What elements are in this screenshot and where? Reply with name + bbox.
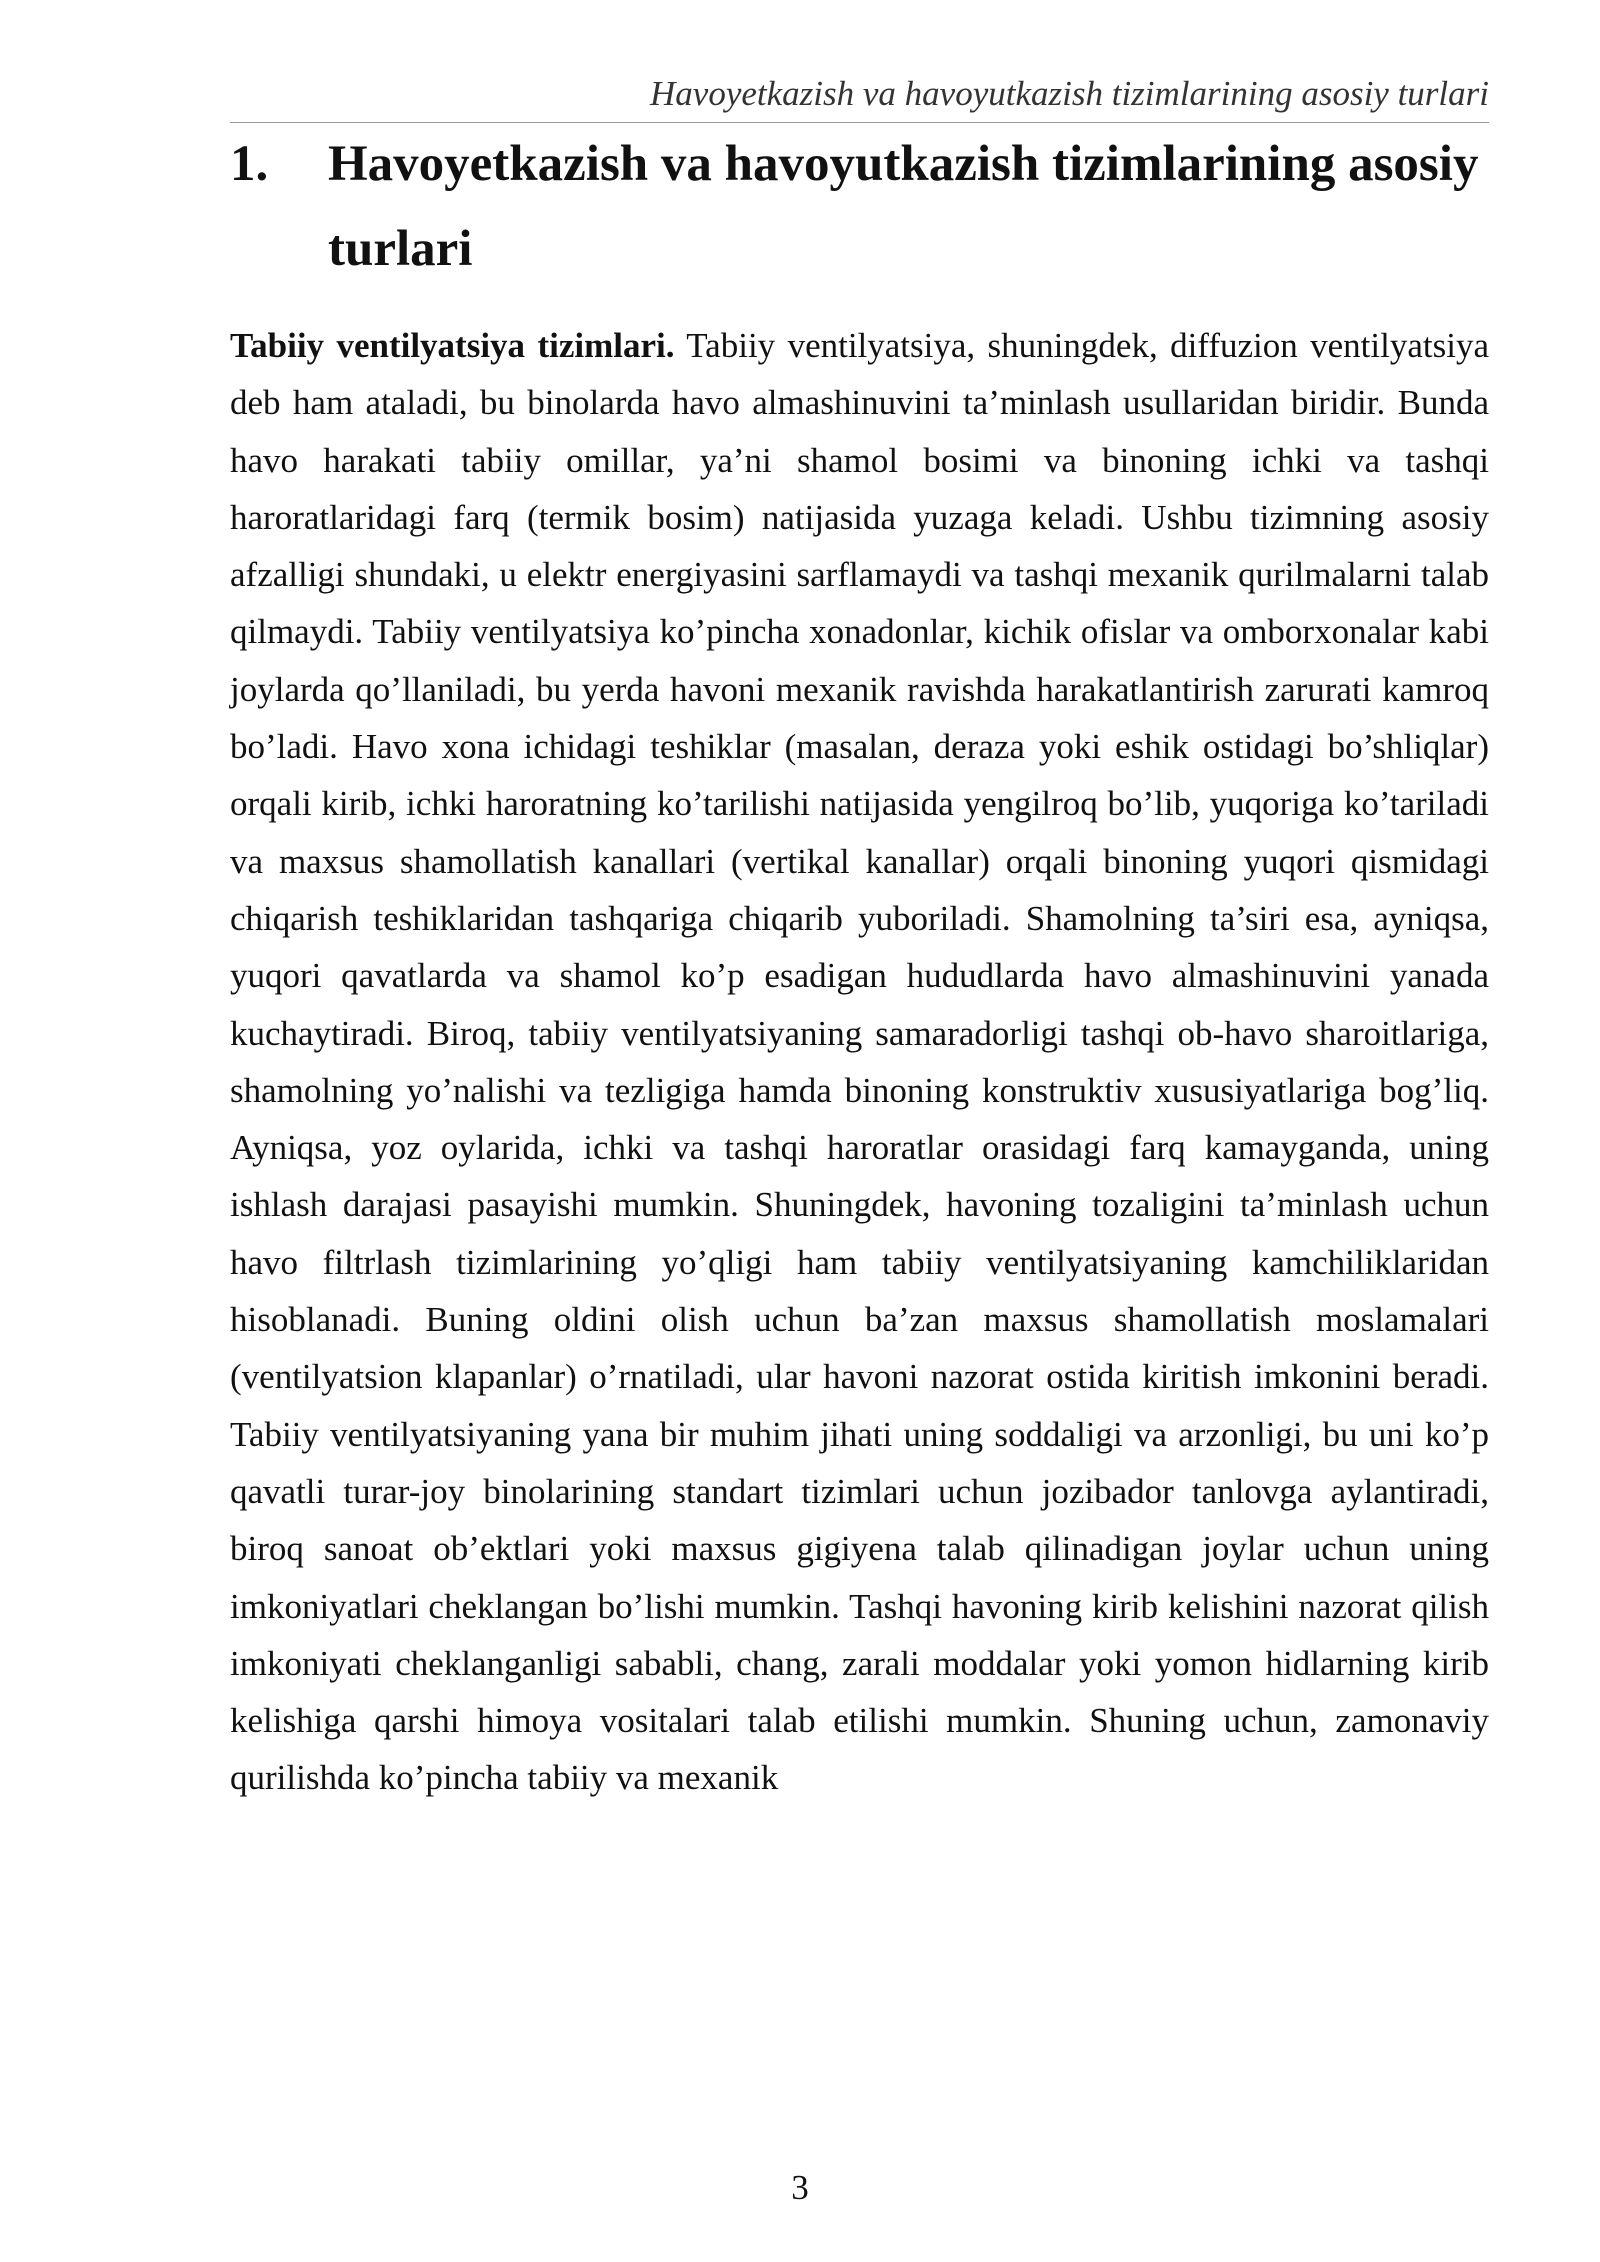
body-paragraph <box>230 317 1489 1807</box>
section-heading <box>230 122 1489 292</box>
running-header: Havoyetkazish va havoyutkazish tizimlarining asosiy turlari <box>650 74 1489 113</box>
section-title: Havoyetkazish va havoyutkazish tizimlarining asosiy turlari <box>328 136 1479 277</box>
page-number: 3 <box>791 2168 809 2207</box>
section-number: 1. <box>230 136 269 192</box>
paragraph-lead: Tabiiy ventilyatsiya tizimlari. <box>230 326 675 365</box>
paragraph-text: Tabiiy ventilyatsiya, shuningdek, diffuzion ventilyatsiya deb ham ataladi, bu binolarda havo almashinuvini ta’minlash usullaridan biridir. Bunda havo harakati tabiiy omillar, ya’ni shamol bosimi va binoning ichki va tashqi haroratlaridagi farq (termik bosim) natijasida yuzaga keladi. Ushbu tizimning asosiy afzalligi shundaki, u elektr energiyasini sarflamaydi va tashqi mexanik qurilmalarni talab qilmaydi. Tabiiy ventilyatsiya ko’pincha xonadonlar, kichik ofislar va omborxonalar kabi joylarda qo’llaniladi, bu yerda havoni mexanik ravishda harakatlantirish zarurati kamroq bo’ladi. Havo xona ichidagi teshiklar (masalan, deraza yoki eshik ostidagi bo’shliqlar) orqali kirib, ichki haroratning ko’tarilishi natijasida yengilroq bo’lib, yuqoriga ko’tariladi va maxsus shamollatish kanallari (vertikal kanallar) orqali binoning yuqori qismidagi chiqarish teshiklaridan tashqariga chiqarib yuboriladi. Shamolning ta’siri esa, ayniqsa, yuqori qavatlarda va shamol ko’p esadigan hududlarda havo almashinuvini yanada kuchaytiradi. Biroq, tabiiy ventilyatsiyaning samaradorligi tashqi ob-havo sharoitlariga, shamolning yo’nalishi va tezligiga hamda binoning konstruktiv xususiyatlariga bog’liq. Ayniqsa, yoz oylarida, ichki va tashqi haroratlar orasidagi farq kamayganda, uning ishlash darajasi pasayishi mumkin. Shuningdek, havoning tozaligini ta’minlash uchun havo filtrlash tizimlarining yo’qligi ham tabiiy ventilyatsiyaning kamchiliklaridan hisoblanadi. Buning oldini olish uchun ba’zan maxsus shamollatish moslamalari (ventilyatsion klapanlar) o’rnatiladi, ular havoni nazorat ostida kiritish imkonini beradi. Tabiiy ventilyatsiyaning yana bir muhim jihati uning soddaligi va arzonligi, bu uni ko’p qavatli turar-joy binolarining standart tizimlari uchun jozibador tanlovga aylantiradi, biroq sanoat ob’ektlari yoki maxsus gigiyena talab qilinadigan joylar uchun uning imkoniyatlari cheklangan bo’lishi mumkin. Tashqi havoning kirib kelishini nazorat qilish imkoniyati cheklanganligi sababli, chang, zarali moddalar yoki yomon hidlarning kirib kelishiga qarshi himoya vositalari talab etilishi mumkin. Shuning uchun, zamonaviy qurilishda ko’pincha tabiiy va mexanik <box>230 326 1489 1798</box>
